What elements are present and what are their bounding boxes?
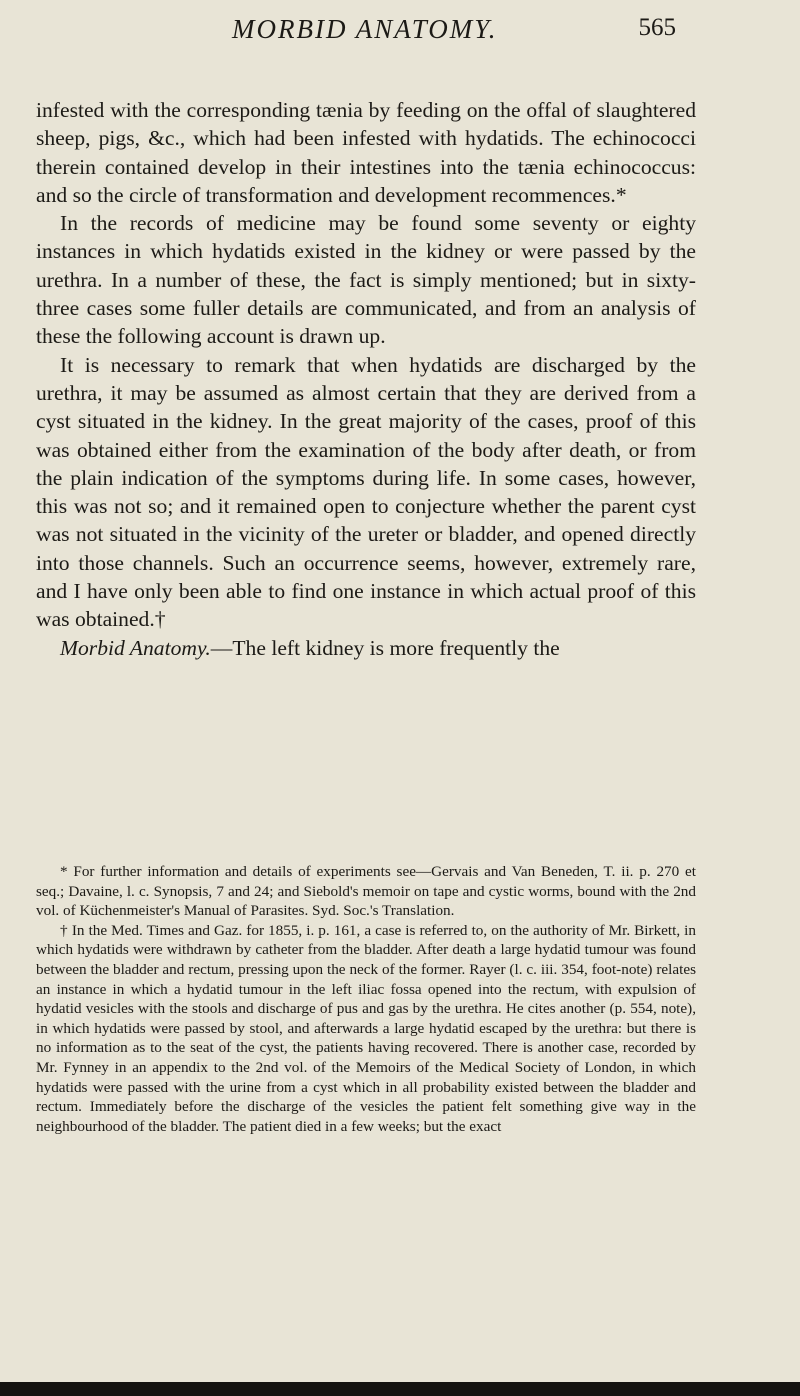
footnote: * For further information and details of experiments see—Gervais and Van Beneden, T. ii. p. 270 et seq.; Davaine, l. c. Synopsis, 7 and 24; and Siebold's memoir on tape and cystic worms, bound with the 2nd vol. of Küchenmeister's Manual of Parasites. Syd. Soc.'s Translation. (36, 863, 696, 920)
paragraph: In the records of medicine may be found some seventy or eighty instances in which hydatids existed in the kidney or were passed by the urethra. In a number of these, the fact is simply mentioned; but in sixty-three cases some fuller details are communicated, and from an analysis of these the following account is drawn up. (36, 211, 696, 349)
paragraph: It is necessary to remark that when hydatids are discharged by the urethra, it may be assumed as almost certain that they are derived from a cyst situated in the kidney. In the great majority of the cases, proof of this was obtained either from the examination of the body after death, or from the plain indication of the symptoms during life. In some cases, however, this was not so; and it remained open to conjecture whether the parent cyst was not situated in the vicinity of the ureter or bladder, and opened directly into those channels. Such an occurrence seems, however, extremely rare, and I have only been able to find one instance in which actual proof of this was obtained.† (36, 352, 696, 632)
paragraph: infested with the corresponding tænia by feeding on the offal of slaughtered sheep, pigs, &c., which had been infested with hydatids. The echinococci therein contained develop in their intestines into the tænia echinococcus: and so the circle of transformation and development recommences.* (36, 98, 696, 207)
running-head: MORBID ANATOMY. (232, 14, 498, 44)
footnote: † In the Med. Times and Gaz. for 1855, i. p. 161, a case is referred to, on the authority of Mr. Birkett, in which hydatids were withdrawn by catheter from the bladder. After death a large hydatid tumour was found between the bladder and rectum, pressing upon the neck of the former. Rayer (l. c. iii. 354, foot-note) relates an instance in which a hydatid tumour in the left iliac fossa opened into the rectum, with expulsion of hydatid vesicles with the stools and discharge of pus and gas by the urethra. He cites another (p. 554, note), in which hydatids were passed by stool, and afterwards a large hydatid escaped by the urethra: but there is no information as to the seat of the cyst, the patients having recovered. There is another case, recorded by Mr. Fynney in an appendix to the 2nd vol. of the Memoirs of the Medical Society of London, in which hydatids were passed with the urine from a cyst which in all probability existed between the bladder and rectum. Immediately before the discharge of the vesicles the patient felt something give way in the neighbourhood of the bladder. The patient died in a few weeks; but the exact (36, 921, 696, 1135)
page-header (0, 14, 800, 54)
main-text (36, 96, 696, 662)
section-heading: Morbid Anatomy. (60, 635, 211, 660)
paragraph (36, 634, 696, 662)
paragraph-text: —The left kidney is more frequently the (210, 635, 560, 660)
page-number: 565 (638, 14, 676, 41)
footnotes (36, 862, 696, 1136)
page-edge (0, 1382, 800, 1396)
